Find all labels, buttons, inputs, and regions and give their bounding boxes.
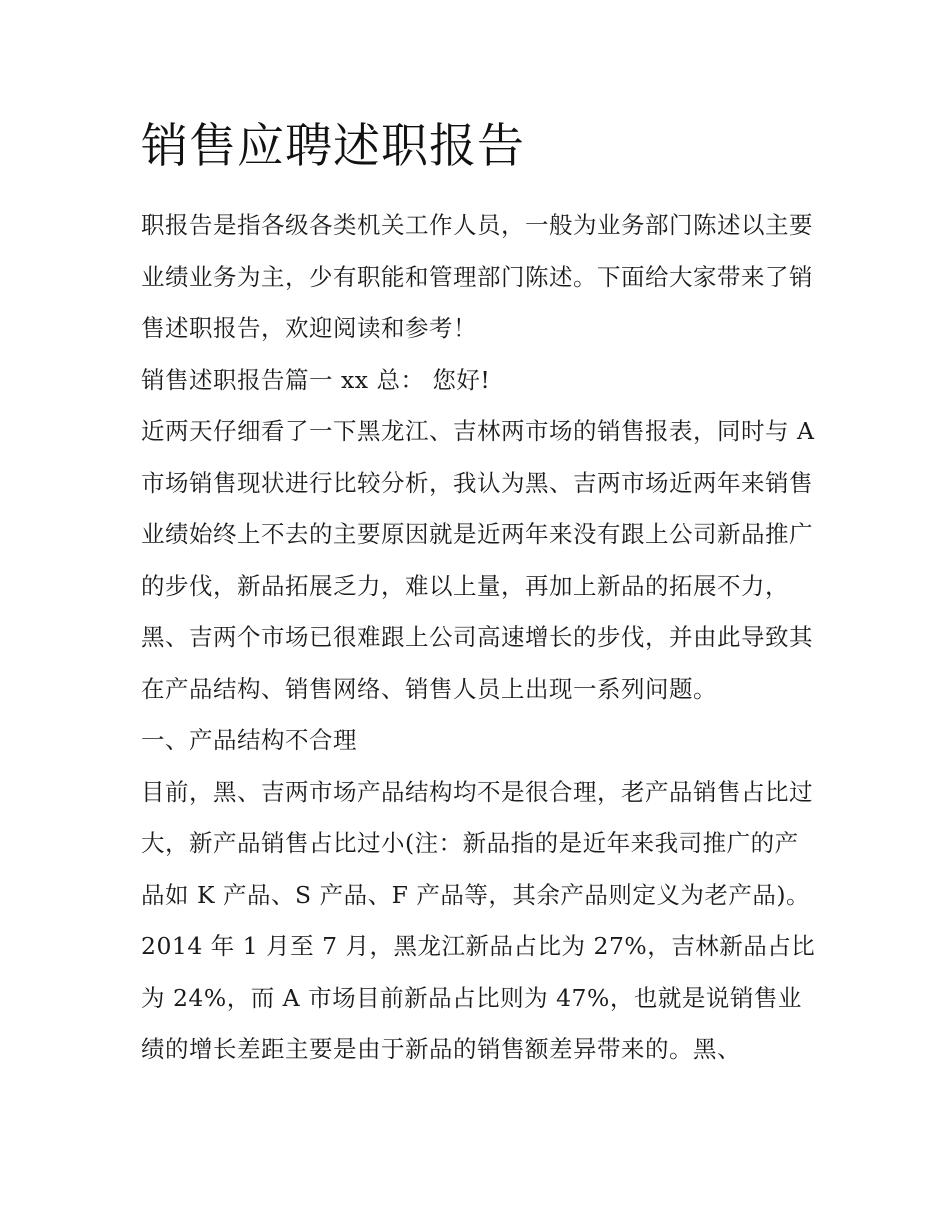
paragraph-analysis: 近两天仔细看了一下黑龙江、吉林两市场的销售报表，同时与 A 市场销售现状进行比较分析，我认为黑、吉两市场近两年来销售业绩始终上不去的主要原因就是近两年来没有跟上公司新品推广的步伐，新品拓展乏力，难以上量，再加上新品的拓展不力，黑、吉两个市场已很难跟上公司高速增长的步伐，并由此导致其在产品结构、销售网络、销售人员上出现一系列问题。	[141, 417, 815, 703]
paragraph-intro: 职报告是指各级各类机关工作人员，一般为业务部门陈述以主要业绩业务为主，少有职能和管理部门陈述。下面给大家带来了销售述职报告，欢迎阅读和参考！	[141, 211, 813, 342]
section-heading: 一、产品结构不合理	[141, 726, 357, 754]
paragraph-salutation: 销售述职报告篇一 xx 总： 您好!	[141, 365, 491, 394]
paragraph-product-structure: 目前，黑、吉两市场产品结构均不是很合理，老产品销售占比过大，新产品销售占比过小(注：新品指的是近年来我司推广的产品如 K 产品、S 产品、F 产品等，其余产品则定义为老产品)。2014 年 1 月至 7 月，黑龙江新品占比为 27%，吉林新品占比为 24%，而 A 市场目前新品占比则为 47%，也就是说销售业绩的增长差距主要是由于新品的销售额差异带来的。黑、	[141, 777, 816, 1063]
document-title: 销售应聘述职报告	[141, 119, 525, 174]
document-body	[141, 116, 821, 1076]
